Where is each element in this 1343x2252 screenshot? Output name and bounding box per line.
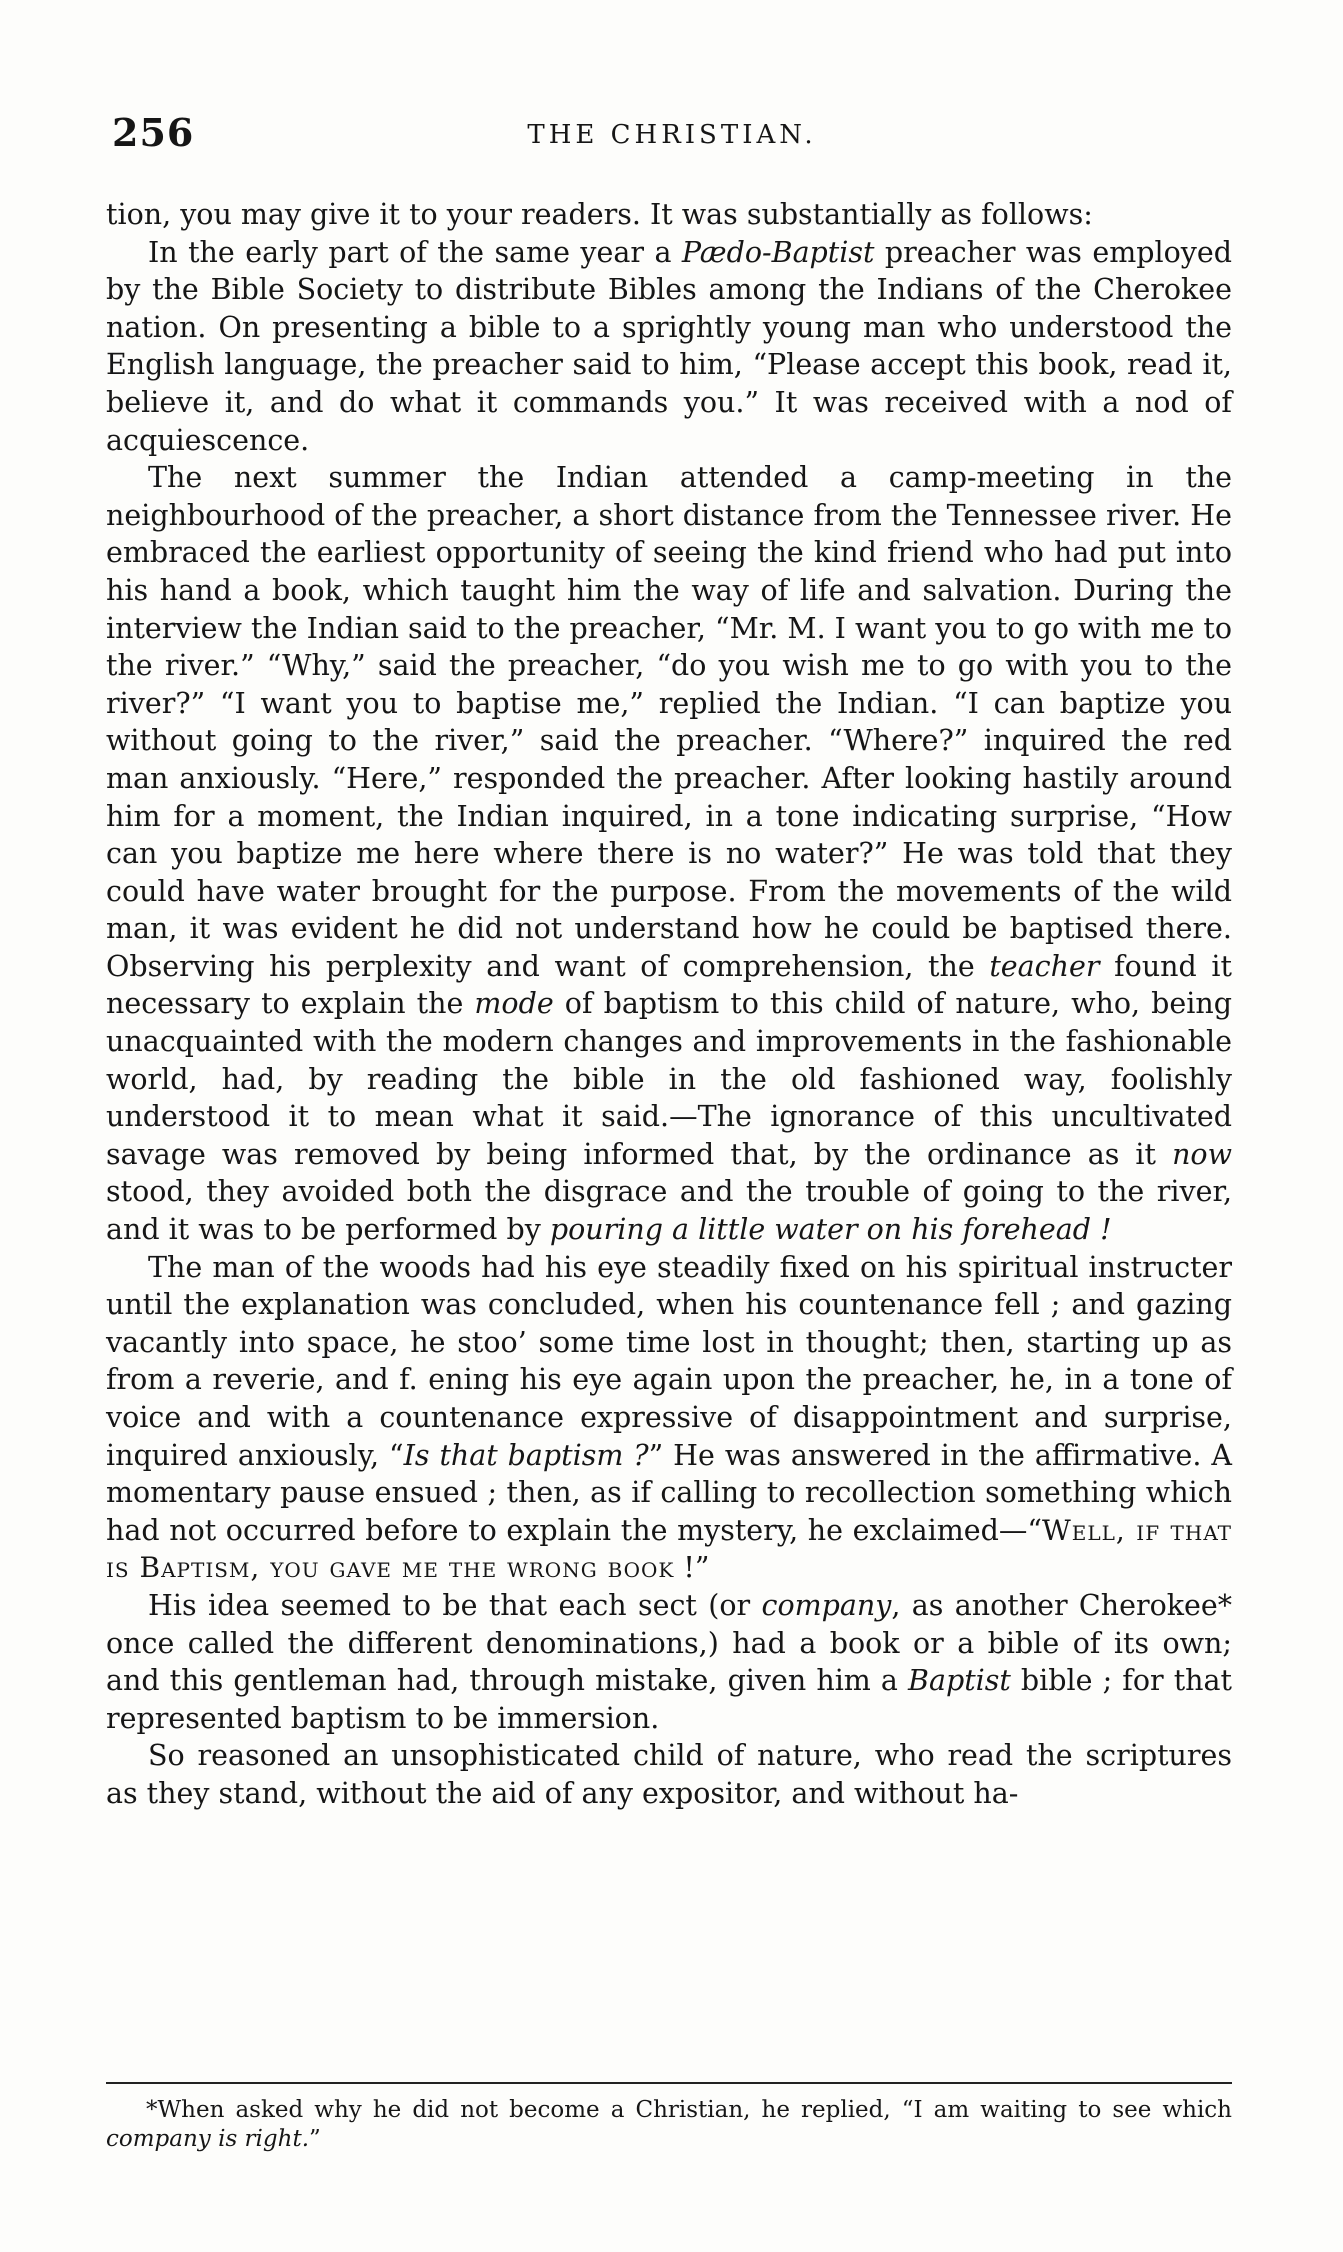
text-run: ” <box>309 2126 321 2152</box>
italic-run: now <box>1172 1137 1232 1171</box>
paragraph-2 <box>106 234 1232 460</box>
text-run: , as another Cherokee* once called the different denominations,) had a book or a bible of its own; and this gentleman had, through mistake, given him a <box>106 1588 1232 1698</box>
italic-run: company <box>761 1588 892 1622</box>
text-run: !” <box>674 1551 710 1585</box>
italic-run: Baptist <box>908 1664 1011 1698</box>
italic-run: pouring a little water on his forehead ! <box>549 1213 1112 1247</box>
small-caps-run: Well, if that is Baptism, you gave me the wrong book <box>106 1513 1233 1585</box>
italic-run: Pædo-Baptist <box>681 235 875 269</box>
text-run: found it necessary to explain the <box>106 949 1232 1021</box>
paragraph-6: So reasoned an unsophisticated child of nature, who read the scriptures as they stand, without the aid of any expositor, and without ha- <box>106 1739 1232 1810</box>
paragraph-3 <box>106 459 1232 1248</box>
paragraph-1: tion, you may give it to your readers. It was substantially as follows: <box>106 198 1093 231</box>
text-run: stood, they avoided both the disgrace and the trouble of going to the river, and it was to be performed by <box>106 1175 1232 1247</box>
page-header <box>112 110 1232 160</box>
text-run: In the early part of the same year a <box>148 235 682 269</box>
text-run: bible ; for that represented baptism to be immersion. <box>106 1664 1232 1735</box>
text-run: of baptism to this child of nature, who, being unacquainted with the modern changes and improvements in the fashionable world, had, by reading the bible in the old fashioned way, foolishly understood it to mean what it said.—The ignorance of this uncultivated savage was removed by being informed that, by the ordinance as it <box>106 987 1233 1171</box>
footnote <box>106 2096 1232 2154</box>
text-run: His idea seemed to be that each sect (or <box>148 1588 762 1622</box>
paragraph-4 <box>106 1249 1232 1587</box>
text-run: ” He was answered in the affirmative. A momentary pause ensued ; then, as if calling to recollection something which had not occurred before to explain the mystery, he exclaimed—“ <box>106 1438 1232 1547</box>
running-title: THE CHRISTIAN. <box>527 120 817 150</box>
text-run: The next summer the Indian attended a camp-meeting in the neighbourhood of the preacher, a short distance from the Tennessee river. He embraced the earliest opportunity of seeing the kind friend who had put into his hand a book, which taught him the way of life and salvation. During the interview the Indian said to the preacher, “Mr. M. I want you to go with me to the river.” “Why,” said the preacher, “do you wish me to go with you to the river?” “I want you to baptise me,” replied the Indian. “I can baptize you without going to the river,” said the preacher. “Where?” inquired the red man anxiously. “Here,” responded the preacher. After looking hastily around him for a moment, the Indian inquired, in a tone indicating surprise, “How can you baptize me here where there is no water?” He was told that they could have water brought for the purpose. From the movements of the wild man, it was evident he did not understand how he could be baptised there. Observing his perplexity and want of comprehension, the <box>106 461 1233 983</box>
italic-run: mode <box>474 987 554 1021</box>
text-run: The man of the woods had his eye steadily fixed on his spiritual instructer until the explanation was concluded, when his countenance fell ; and gazing vacantly into space, he stoo’ some time lost in thought; then, starting up as from a reverie, and f. ening his eye again upon the preacher, he, in a tone of voice and with a countenance expressive of disappointment and surprise, inquired anxiously, “ <box>106 1250 1232 1472</box>
italic-run: teacher <box>989 949 1100 983</box>
page-number: 256 <box>112 110 195 155</box>
body-text <box>106 196 1232 1813</box>
paragraph-5 <box>106 1587 1232 1737</box>
italic-run: company is right. <box>106 2126 310 2152</box>
italic-run: Is that baptism ? <box>403 1438 649 1472</box>
text-run: *When asked why he did not become a Christian, he replied, “I am waiting to see which <box>146 2097 1232 2123</box>
footnote-rule <box>106 2082 1232 2084</box>
text-run: preacher was employed by the Bible Society to distribute Bibles among the Indians of the Cherokee nation. On presenting a bible to a sprightly young man who understood the English language, the preacher said to him, “Please accept this book, read it, believe it, and do what it commands you.” It was received with a nod of acquiescence. <box>106 235 1232 457</box>
